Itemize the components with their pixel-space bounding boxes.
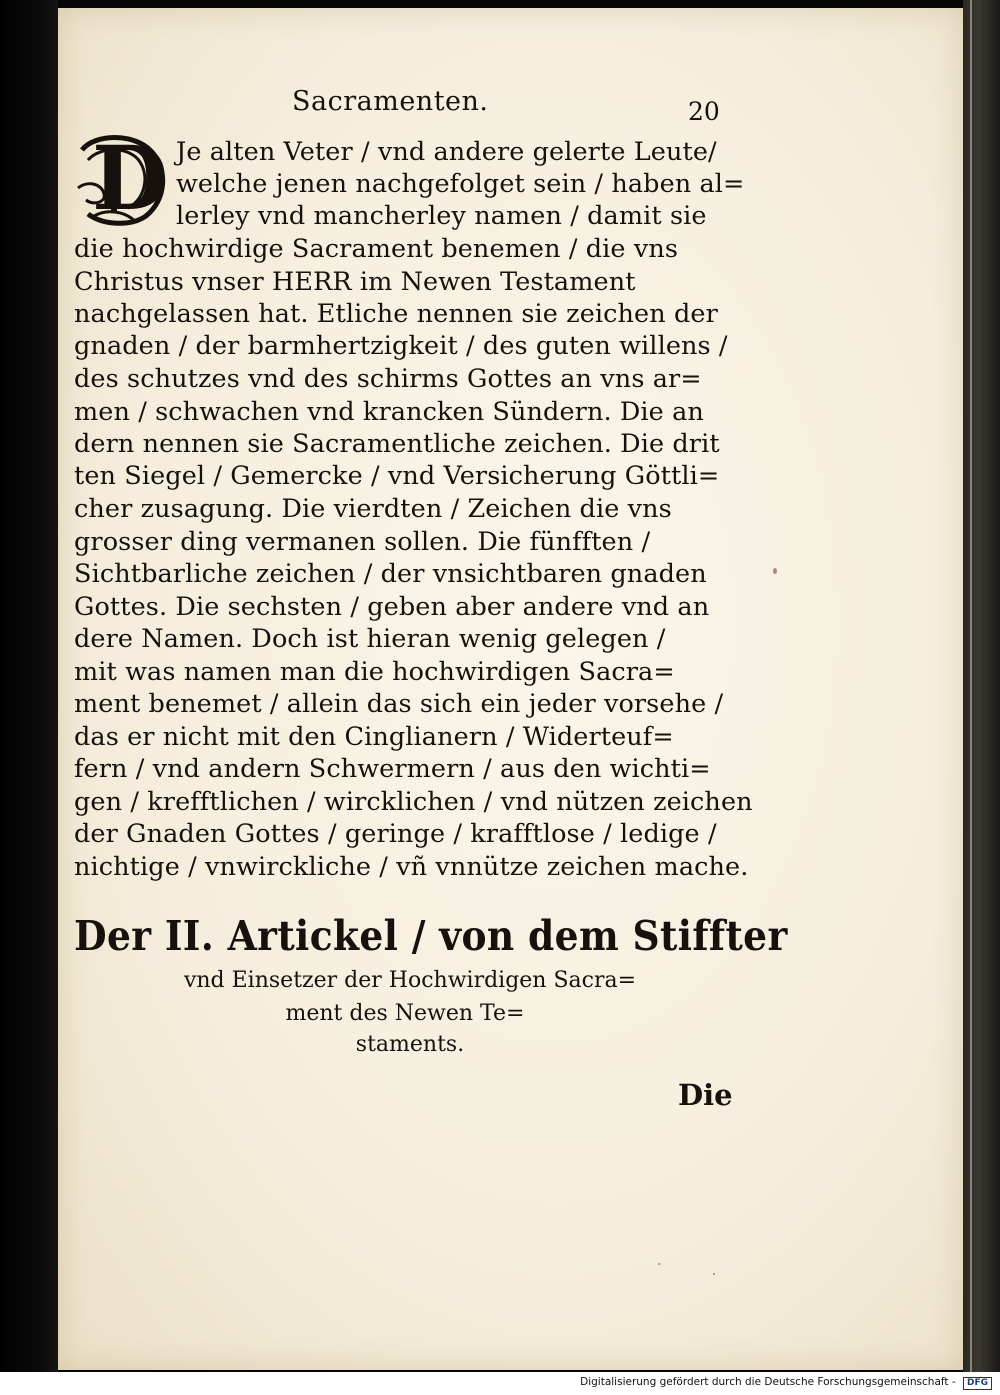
article-subheading: ment des Newen Te= bbox=[285, 1001, 525, 1026]
text-line: fern / vnd andern Schwermern / aus den wichti= bbox=[74, 754, 711, 784]
dfg-logo-icon: DFG bbox=[963, 1377, 992, 1390]
text-line: Gottes. Die sechsten / geben aber andere vnd an bbox=[74, 592, 710, 622]
paper-stain bbox=[658, 1263, 660, 1265]
text-line: Sichtbarliche zeichen / der vnsichtbaren gnaden bbox=[74, 559, 707, 589]
text-line: des schutzes vnd des schirms Gottes an vns ar= bbox=[74, 364, 702, 394]
catchword: Die bbox=[678, 1078, 733, 1112]
text-line: die hochwirdige Sacrament benemen / die vns bbox=[74, 234, 679, 264]
running-head: Sacramenten. bbox=[292, 86, 489, 117]
text-line: ten Siegel / Gemercke / vnd Versicherung Göttli= bbox=[74, 461, 720, 491]
funding-credit bbox=[580, 1376, 992, 1390]
paper-stain bbox=[773, 568, 777, 574]
text-line: das er nicht mit den Cinglianern / Widerteuf= bbox=[74, 722, 674, 752]
paper-stain bbox=[713, 1273, 715, 1275]
text-line: lerley vnd mancherley namen / damit sie bbox=[176, 201, 707, 231]
page-number: 20 bbox=[688, 97, 720, 126]
initial-letter: D bbox=[92, 126, 169, 230]
text-line: men / schwachen vnd krancken Sündern. Die an bbox=[74, 397, 704, 427]
article-subheading: vnd Einsetzer der Hochwirdigen Sacra= bbox=[183, 968, 637, 993]
text-line: nachgelassen hat. Etliche nennen sie zeichen der bbox=[74, 299, 718, 329]
text-line: dere Namen. Doch ist hieran wenig gelegen / bbox=[74, 624, 666, 654]
text-line: gen / krefftlichen / wircklichen / vnd nützen zeichen bbox=[74, 787, 753, 817]
book-page bbox=[58, 8, 963, 1370]
text-line: nichtige / vnwirckliche / vñ vnnütze zeichen mache. bbox=[74, 852, 749, 882]
text-line: Je alten Veter / vnd andere gelerte Leute/ bbox=[176, 137, 717, 167]
text-line: dern nennen sie Sacramentliche zeichen. Die drit bbox=[74, 429, 720, 459]
text-line: ment benemet / allein das sich ein jeder vorsehe / bbox=[74, 689, 724, 719]
text-line: gnaden / der barmhertzigkeit / des guten willens / bbox=[74, 331, 728, 361]
text-line: welche jenen nachgefolget sein / haben al= bbox=[176, 169, 745, 199]
funding-credit-text: Digitalisierung gefördert durch die Deutsche Forschungsgemeinschaft - bbox=[580, 1376, 956, 1388]
decorated-initial bbox=[74, 126, 170, 230]
text-line: Christus vnser HERR im Newen Testament bbox=[74, 267, 636, 297]
article-subheading: staments. bbox=[355, 1032, 465, 1057]
scan-left-margin bbox=[0, 0, 58, 1372]
book-binding-edge bbox=[963, 0, 1000, 1372]
footer-bar bbox=[0, 1372, 1000, 1395]
text-line: cher zusagung. Die vierdten / Zeichen die vns bbox=[74, 494, 672, 524]
text-line: mit was namen man die hochwirdigen Sacra= bbox=[74, 657, 675, 687]
text-line: der Gnaden Gottes / geringe / krafftlose / ledige / bbox=[74, 819, 717, 849]
article-heading: Der II. Artickel / von dem Stiffter bbox=[74, 912, 788, 960]
text-line: grosser ding vermanen sollen. Die fünfften / bbox=[74, 527, 651, 557]
